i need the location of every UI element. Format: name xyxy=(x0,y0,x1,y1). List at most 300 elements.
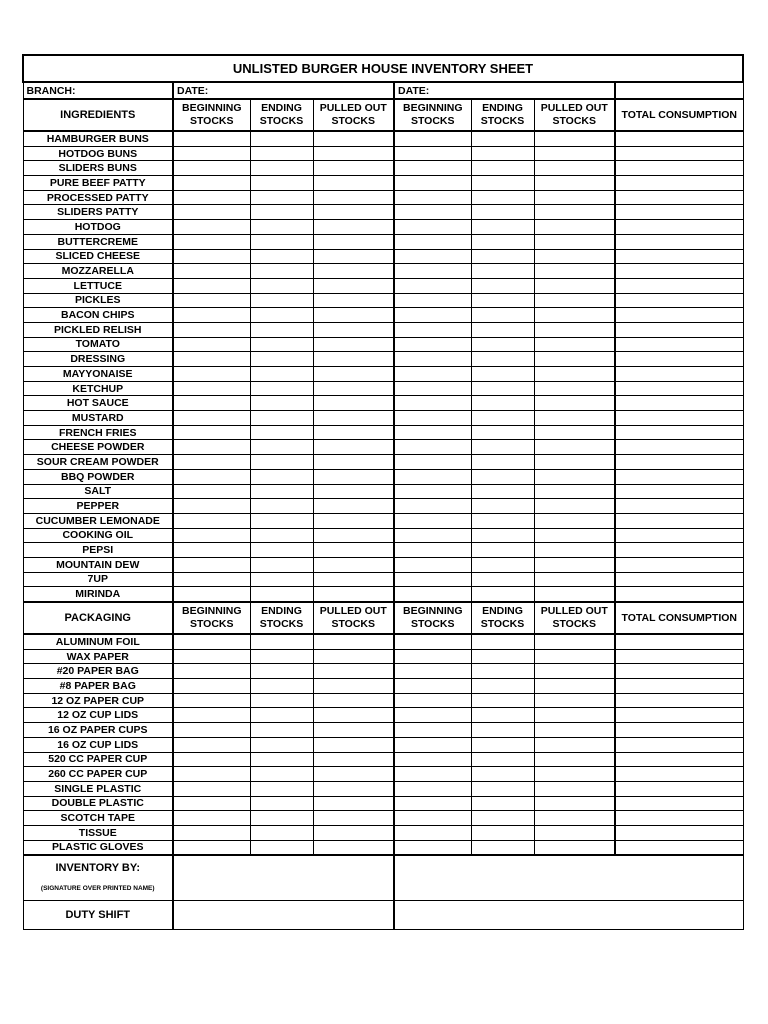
col-pulled-out-stocks-2-cell[interactable] xyxy=(534,293,615,308)
col-pulled-out-stocks-cell[interactable] xyxy=(313,587,394,602)
col-ending-stocks-2-cell[interactable] xyxy=(471,411,534,426)
date-field-1[interactable]: DATE: xyxy=(173,82,394,99)
col-pulled-out-stocks-cell[interactable] xyxy=(313,278,394,293)
col-beginning-stocks-cell[interactable] xyxy=(173,528,250,543)
col-total-consumption-cell[interactable] xyxy=(615,664,743,679)
col-pulled-out-stocks-cell[interactable] xyxy=(313,425,394,440)
col-pulled-out-stocks-cell[interactable] xyxy=(313,411,394,426)
col-beginning-stocks-2-cell[interactable] xyxy=(394,161,471,176)
col-beginning-stocks-2-cell[interactable] xyxy=(394,411,471,426)
col-pulled-out-stocks-2-cell[interactable] xyxy=(534,752,615,767)
col-ending-stocks-2-cell[interactable] xyxy=(471,752,534,767)
col-ending-stocks-cell[interactable] xyxy=(250,767,313,782)
col-ending-stocks-2-cell[interactable] xyxy=(471,572,534,587)
col-total-consumption-cell[interactable] xyxy=(615,367,743,382)
duty-shift-field-2[interactable] xyxy=(394,901,743,930)
col-pulled-out-stocks-cell[interactable] xyxy=(313,693,394,708)
col-beginning-stocks-cell[interactable] xyxy=(173,264,250,279)
col-pulled-out-stocks-2-cell[interactable] xyxy=(534,634,615,649)
col-pulled-out-stocks-2-cell[interactable] xyxy=(534,322,615,337)
col-ending-stocks-cell[interactable] xyxy=(250,367,313,382)
col-pulled-out-stocks-cell[interactable] xyxy=(313,396,394,411)
col-ending-stocks-cell[interactable] xyxy=(250,543,313,558)
col-beginning-stocks-cell[interactable] xyxy=(173,752,250,767)
col-beginning-stocks-cell[interactable] xyxy=(173,840,250,855)
col-ending-stocks-2-cell[interactable] xyxy=(471,425,534,440)
col-pulled-out-stocks-cell[interactable] xyxy=(313,664,394,679)
col-beginning-stocks-cell[interactable] xyxy=(173,411,250,426)
col-pulled-out-stocks-2-cell[interactable] xyxy=(534,220,615,235)
col-beginning-stocks-cell[interactable] xyxy=(173,176,250,191)
col-beginning-stocks-2-cell[interactable] xyxy=(394,723,471,738)
col-ending-stocks-cell[interactable] xyxy=(250,411,313,426)
col-pulled-out-stocks-2-cell[interactable] xyxy=(534,796,615,811)
col-beginning-stocks-2-cell[interactable] xyxy=(394,469,471,484)
col-pulled-out-stocks-2-cell[interactable] xyxy=(534,146,615,161)
col-pulled-out-stocks-cell[interactable] xyxy=(313,455,394,470)
col-beginning-stocks-2-cell[interactable] xyxy=(394,396,471,411)
col-pulled-out-stocks-2-cell[interactable] xyxy=(534,572,615,587)
col-pulled-out-stocks-cell[interactable] xyxy=(313,469,394,484)
col-pulled-out-stocks-cell[interactable] xyxy=(313,737,394,752)
col-beginning-stocks-cell[interactable] xyxy=(173,708,250,723)
col-ending-stocks-cell[interactable] xyxy=(250,587,313,602)
col-ending-stocks-2-cell[interactable] xyxy=(471,322,534,337)
col-ending-stocks-cell[interactable] xyxy=(250,131,313,146)
col-total-consumption-cell[interactable] xyxy=(615,572,743,587)
col-beginning-stocks-2-cell[interactable] xyxy=(394,352,471,367)
col-beginning-stocks-cell[interactable] xyxy=(173,131,250,146)
col-beginning-stocks-2-cell[interactable] xyxy=(394,176,471,191)
col-beginning-stocks-cell[interactable] xyxy=(173,572,250,587)
col-total-consumption-cell[interactable] xyxy=(615,322,743,337)
col-total-consumption-cell[interactable] xyxy=(615,587,743,602)
col-ending-stocks-2-cell[interactable] xyxy=(471,767,534,782)
col-total-consumption-cell[interactable] xyxy=(615,381,743,396)
col-total-consumption-cell[interactable] xyxy=(615,440,743,455)
col-total-consumption-cell[interactable] xyxy=(615,840,743,855)
col-ending-stocks-2-cell[interactable] xyxy=(471,679,534,694)
col-pulled-out-stocks-cell[interactable] xyxy=(313,781,394,796)
col-ending-stocks-2-cell[interactable] xyxy=(471,634,534,649)
col-total-consumption-cell[interactable] xyxy=(615,499,743,514)
col-beginning-stocks-2-cell[interactable] xyxy=(394,796,471,811)
col-pulled-out-stocks-cell[interactable] xyxy=(313,367,394,382)
col-pulled-out-stocks-cell[interactable] xyxy=(313,440,394,455)
col-ending-stocks-cell[interactable] xyxy=(250,440,313,455)
col-beginning-stocks-2-cell[interactable] xyxy=(394,543,471,558)
col-ending-stocks-2-cell[interactable] xyxy=(471,249,534,264)
col-pulled-out-stocks-2-cell[interactable] xyxy=(534,161,615,176)
col-pulled-out-stocks-cell[interactable] xyxy=(313,528,394,543)
col-pulled-out-stocks-cell[interactable] xyxy=(313,825,394,840)
col-total-consumption-cell[interactable] xyxy=(615,484,743,499)
col-ending-stocks-cell[interactable] xyxy=(250,161,313,176)
col-beginning-stocks-2-cell[interactable] xyxy=(394,440,471,455)
col-ending-stocks-2-cell[interactable] xyxy=(471,308,534,323)
col-ending-stocks-cell[interactable] xyxy=(250,352,313,367)
col-ending-stocks-2-cell[interactable] xyxy=(471,557,534,572)
col-total-consumption-cell[interactable] xyxy=(615,249,743,264)
col-beginning-stocks-2-cell[interactable] xyxy=(394,425,471,440)
col-ending-stocks-2-cell[interactable] xyxy=(471,278,534,293)
col-beginning-stocks-2-cell[interactable] xyxy=(394,572,471,587)
col-ending-stocks-2-cell[interactable] xyxy=(471,352,534,367)
col-pulled-out-stocks-2-cell[interactable] xyxy=(534,425,615,440)
col-pulled-out-stocks-cell[interactable] xyxy=(313,767,394,782)
col-beginning-stocks-cell[interactable] xyxy=(173,367,250,382)
col-beginning-stocks-cell[interactable] xyxy=(173,146,250,161)
col-beginning-stocks-cell[interactable] xyxy=(173,249,250,264)
col-pulled-out-stocks-2-cell[interactable] xyxy=(534,767,615,782)
col-pulled-out-stocks-cell[interactable] xyxy=(313,322,394,337)
col-beginning-stocks-cell[interactable] xyxy=(173,234,250,249)
col-beginning-stocks-cell[interactable] xyxy=(173,737,250,752)
col-beginning-stocks-cell[interactable] xyxy=(173,664,250,679)
col-ending-stocks-cell[interactable] xyxy=(250,557,313,572)
col-pulled-out-stocks-2-cell[interactable] xyxy=(534,664,615,679)
col-ending-stocks-2-cell[interactable] xyxy=(471,708,534,723)
col-pulled-out-stocks-2-cell[interactable] xyxy=(534,455,615,470)
col-ending-stocks-cell[interactable] xyxy=(250,484,313,499)
col-pulled-out-stocks-2-cell[interactable] xyxy=(534,131,615,146)
col-ending-stocks-2-cell[interactable] xyxy=(471,781,534,796)
col-total-consumption-cell[interactable] xyxy=(615,278,743,293)
col-ending-stocks-2-cell[interactable] xyxy=(471,469,534,484)
col-beginning-stocks-cell[interactable] xyxy=(173,693,250,708)
col-pulled-out-stocks-2-cell[interactable] xyxy=(534,381,615,396)
col-pulled-out-stocks-2-cell[interactable] xyxy=(534,679,615,694)
col-total-consumption-cell[interactable] xyxy=(615,220,743,235)
col-ending-stocks-2-cell[interactable] xyxy=(471,723,534,738)
col-total-consumption-cell[interactable] xyxy=(615,752,743,767)
col-ending-stocks-cell[interactable] xyxy=(250,723,313,738)
col-pulled-out-stocks-2-cell[interactable] xyxy=(534,708,615,723)
col-pulled-out-stocks-cell[interactable] xyxy=(313,679,394,694)
col-beginning-stocks-2-cell[interactable] xyxy=(394,293,471,308)
col-beginning-stocks-cell[interactable] xyxy=(173,484,250,499)
col-beginning-stocks-cell[interactable] xyxy=(173,293,250,308)
col-beginning-stocks-2-cell[interactable] xyxy=(394,587,471,602)
col-pulled-out-stocks-2-cell[interactable] xyxy=(534,249,615,264)
col-pulled-out-stocks-2-cell[interactable] xyxy=(534,469,615,484)
col-ending-stocks-2-cell[interactable] xyxy=(471,811,534,826)
col-pulled-out-stocks-cell[interactable] xyxy=(313,176,394,191)
col-beginning-stocks-2-cell[interactable] xyxy=(394,131,471,146)
inventory-by-field-1[interactable] xyxy=(173,855,394,901)
col-beginning-stocks-2-cell[interactable] xyxy=(394,278,471,293)
col-ending-stocks-2-cell[interactable] xyxy=(471,381,534,396)
col-beginning-stocks-2-cell[interactable] xyxy=(394,381,471,396)
col-ending-stocks-2-cell[interactable] xyxy=(471,543,534,558)
col-beginning-stocks-2-cell[interactable] xyxy=(394,205,471,220)
col-total-consumption-cell[interactable] xyxy=(615,455,743,470)
col-pulled-out-stocks-2-cell[interactable] xyxy=(534,205,615,220)
col-total-consumption-cell[interactable] xyxy=(615,396,743,411)
col-pulled-out-stocks-2-cell[interactable] xyxy=(534,308,615,323)
col-pulled-out-stocks-cell[interactable] xyxy=(313,840,394,855)
col-pulled-out-stocks-2-cell[interactable] xyxy=(534,649,615,664)
col-pulled-out-stocks-2-cell[interactable] xyxy=(534,176,615,191)
col-beginning-stocks-cell[interactable] xyxy=(173,543,250,558)
col-beginning-stocks-cell[interactable] xyxy=(173,587,250,602)
col-pulled-out-stocks-2-cell[interactable] xyxy=(534,557,615,572)
col-total-consumption-cell[interactable] xyxy=(615,425,743,440)
col-beginning-stocks-cell[interactable] xyxy=(173,781,250,796)
col-pulled-out-stocks-cell[interactable] xyxy=(313,249,394,264)
col-ending-stocks-2-cell[interactable] xyxy=(471,796,534,811)
col-beginning-stocks-cell[interactable] xyxy=(173,723,250,738)
col-pulled-out-stocks-2-cell[interactable] xyxy=(534,484,615,499)
col-pulled-out-stocks-cell[interactable] xyxy=(313,161,394,176)
col-ending-stocks-cell[interactable] xyxy=(250,234,313,249)
col-pulled-out-stocks-2-cell[interactable] xyxy=(534,587,615,602)
col-beginning-stocks-2-cell[interactable] xyxy=(394,708,471,723)
col-pulled-out-stocks-cell[interactable] xyxy=(313,649,394,664)
col-beginning-stocks-2-cell[interactable] xyxy=(394,190,471,205)
col-pulled-out-stocks-cell[interactable] xyxy=(313,484,394,499)
date-field-extra[interactable] xyxy=(615,82,743,99)
col-beginning-stocks-cell[interactable] xyxy=(173,220,250,235)
col-pulled-out-stocks-2-cell[interactable] xyxy=(534,528,615,543)
col-pulled-out-stocks-cell[interactable] xyxy=(313,308,394,323)
col-ending-stocks-cell[interactable] xyxy=(250,781,313,796)
col-pulled-out-stocks-cell[interactable] xyxy=(313,264,394,279)
col-ending-stocks-cell[interactable] xyxy=(250,396,313,411)
col-ending-stocks-cell[interactable] xyxy=(250,425,313,440)
col-total-consumption-cell[interactable] xyxy=(615,293,743,308)
col-total-consumption-cell[interactable] xyxy=(615,161,743,176)
col-beginning-stocks-2-cell[interactable] xyxy=(394,499,471,514)
col-pulled-out-stocks-cell[interactable] xyxy=(313,752,394,767)
col-ending-stocks-2-cell[interactable] xyxy=(471,146,534,161)
col-pulled-out-stocks-2-cell[interactable] xyxy=(534,411,615,426)
col-ending-stocks-2-cell[interactable] xyxy=(471,264,534,279)
col-ending-stocks-cell[interactable] xyxy=(250,469,313,484)
col-beginning-stocks-cell[interactable] xyxy=(173,499,250,514)
col-beginning-stocks-cell[interactable] xyxy=(173,190,250,205)
col-total-consumption-cell[interactable] xyxy=(615,352,743,367)
col-pulled-out-stocks-cell[interactable] xyxy=(313,352,394,367)
col-pulled-out-stocks-cell[interactable] xyxy=(313,381,394,396)
col-beginning-stocks-2-cell[interactable] xyxy=(394,367,471,382)
col-total-consumption-cell[interactable] xyxy=(615,131,743,146)
col-beginning-stocks-2-cell[interactable] xyxy=(394,322,471,337)
col-ending-stocks-cell[interactable] xyxy=(250,176,313,191)
col-total-consumption-cell[interactable] xyxy=(615,513,743,528)
col-ending-stocks-2-cell[interactable] xyxy=(471,396,534,411)
col-ending-stocks-cell[interactable] xyxy=(250,513,313,528)
col-ending-stocks-2-cell[interactable] xyxy=(471,367,534,382)
col-total-consumption-cell[interactable] xyxy=(615,234,743,249)
col-ending-stocks-cell[interactable] xyxy=(250,796,313,811)
col-beginning-stocks-cell[interactable] xyxy=(173,679,250,694)
col-pulled-out-stocks-cell[interactable] xyxy=(313,634,394,649)
col-pulled-out-stocks-cell[interactable] xyxy=(313,499,394,514)
col-ending-stocks-cell[interactable] xyxy=(250,737,313,752)
col-ending-stocks-2-cell[interactable] xyxy=(471,693,534,708)
col-ending-stocks-cell[interactable] xyxy=(250,455,313,470)
col-ending-stocks-2-cell[interactable] xyxy=(471,337,534,352)
col-beginning-stocks-cell[interactable] xyxy=(173,396,250,411)
col-ending-stocks-2-cell[interactable] xyxy=(471,513,534,528)
col-ending-stocks-cell[interactable] xyxy=(250,499,313,514)
col-beginning-stocks-2-cell[interactable] xyxy=(394,811,471,826)
col-beginning-stocks-cell[interactable] xyxy=(173,161,250,176)
col-pulled-out-stocks-cell[interactable] xyxy=(313,796,394,811)
col-pulled-out-stocks-2-cell[interactable] xyxy=(534,234,615,249)
col-total-consumption-cell[interactable] xyxy=(615,557,743,572)
col-total-consumption-cell[interactable] xyxy=(615,825,743,840)
col-total-consumption-cell[interactable] xyxy=(615,176,743,191)
col-ending-stocks-cell[interactable] xyxy=(250,840,313,855)
col-ending-stocks-cell[interactable] xyxy=(250,811,313,826)
col-ending-stocks-2-cell[interactable] xyxy=(471,205,534,220)
col-total-consumption-cell[interactable] xyxy=(615,337,743,352)
col-pulled-out-stocks-cell[interactable] xyxy=(313,190,394,205)
col-ending-stocks-cell[interactable] xyxy=(250,664,313,679)
col-beginning-stocks-2-cell[interactable] xyxy=(394,664,471,679)
col-beginning-stocks-2-cell[interactable] xyxy=(394,513,471,528)
col-ending-stocks-cell[interactable] xyxy=(250,249,313,264)
col-ending-stocks-cell[interactable] xyxy=(250,572,313,587)
col-ending-stocks-2-cell[interactable] xyxy=(471,176,534,191)
col-pulled-out-stocks-2-cell[interactable] xyxy=(534,352,615,367)
col-ending-stocks-cell[interactable] xyxy=(250,693,313,708)
col-ending-stocks-2-cell[interactable] xyxy=(471,664,534,679)
col-pulled-out-stocks-cell[interactable] xyxy=(313,557,394,572)
col-pulled-out-stocks-cell[interactable] xyxy=(313,220,394,235)
col-pulled-out-stocks-2-cell[interactable] xyxy=(534,737,615,752)
col-pulled-out-stocks-2-cell[interactable] xyxy=(534,723,615,738)
col-ending-stocks-cell[interactable] xyxy=(250,752,313,767)
col-pulled-out-stocks-2-cell[interactable] xyxy=(534,825,615,840)
col-beginning-stocks-2-cell[interactable] xyxy=(394,308,471,323)
col-pulled-out-stocks-cell[interactable] xyxy=(313,708,394,723)
col-ending-stocks-2-cell[interactable] xyxy=(471,737,534,752)
col-ending-stocks-cell[interactable] xyxy=(250,708,313,723)
col-beginning-stocks-2-cell[interactable] xyxy=(394,220,471,235)
col-ending-stocks-2-cell[interactable] xyxy=(471,587,534,602)
col-pulled-out-stocks-cell[interactable] xyxy=(313,146,394,161)
col-total-consumption-cell[interactable] xyxy=(615,811,743,826)
col-beginning-stocks-2-cell[interactable] xyxy=(394,649,471,664)
col-total-consumption-cell[interactable] xyxy=(615,781,743,796)
col-ending-stocks-cell[interactable] xyxy=(250,146,313,161)
col-pulled-out-stocks-cell[interactable] xyxy=(313,234,394,249)
col-beginning-stocks-2-cell[interactable] xyxy=(394,781,471,796)
col-total-consumption-cell[interactable] xyxy=(615,679,743,694)
col-pulled-out-stocks-2-cell[interactable] xyxy=(534,367,615,382)
col-pulled-out-stocks-cell[interactable] xyxy=(313,337,394,352)
col-total-consumption-cell[interactable] xyxy=(615,737,743,752)
col-beginning-stocks-2-cell[interactable] xyxy=(394,752,471,767)
col-pulled-out-stocks-2-cell[interactable] xyxy=(534,396,615,411)
col-beginning-stocks-cell[interactable] xyxy=(173,455,250,470)
col-beginning-stocks-cell[interactable] xyxy=(173,557,250,572)
col-ending-stocks-cell[interactable] xyxy=(250,190,313,205)
col-ending-stocks-2-cell[interactable] xyxy=(471,131,534,146)
col-beginning-stocks-cell[interactable] xyxy=(173,322,250,337)
col-beginning-stocks-2-cell[interactable] xyxy=(394,264,471,279)
col-pulled-out-stocks-cell[interactable] xyxy=(313,205,394,220)
col-ending-stocks-2-cell[interactable] xyxy=(471,293,534,308)
col-beginning-stocks-2-cell[interactable] xyxy=(394,337,471,352)
col-pulled-out-stocks-2-cell[interactable] xyxy=(534,513,615,528)
col-pulled-out-stocks-2-cell[interactable] xyxy=(534,781,615,796)
col-pulled-out-stocks-cell[interactable] xyxy=(313,513,394,528)
col-beginning-stocks-cell[interactable] xyxy=(173,337,250,352)
col-ending-stocks-cell[interactable] xyxy=(250,205,313,220)
col-beginning-stocks-2-cell[interactable] xyxy=(394,634,471,649)
col-beginning-stocks-2-cell[interactable] xyxy=(394,693,471,708)
col-beginning-stocks-2-cell[interactable] xyxy=(394,234,471,249)
col-ending-stocks-2-cell[interactable] xyxy=(471,825,534,840)
duty-shift-field-1[interactable] xyxy=(173,901,394,930)
col-pulled-out-stocks-cell[interactable] xyxy=(313,811,394,826)
col-beginning-stocks-2-cell[interactable] xyxy=(394,455,471,470)
col-beginning-stocks-2-cell[interactable] xyxy=(394,557,471,572)
col-ending-stocks-cell[interactable] xyxy=(250,337,313,352)
col-pulled-out-stocks-cell[interactable] xyxy=(313,293,394,308)
col-ending-stocks-cell[interactable] xyxy=(250,825,313,840)
col-ending-stocks-2-cell[interactable] xyxy=(471,649,534,664)
col-beginning-stocks-2-cell[interactable] xyxy=(394,840,471,855)
col-beginning-stocks-cell[interactable] xyxy=(173,425,250,440)
col-ending-stocks-cell[interactable] xyxy=(250,293,313,308)
col-ending-stocks-2-cell[interactable] xyxy=(471,840,534,855)
col-ending-stocks-2-cell[interactable] xyxy=(471,528,534,543)
col-total-consumption-cell[interactable] xyxy=(615,146,743,161)
col-beginning-stocks-cell[interactable] xyxy=(173,381,250,396)
col-beginning-stocks-2-cell[interactable] xyxy=(394,146,471,161)
col-total-consumption-cell[interactable] xyxy=(615,693,743,708)
col-pulled-out-stocks-2-cell[interactable] xyxy=(534,440,615,455)
col-total-consumption-cell[interactable] xyxy=(615,190,743,205)
col-ending-stocks-2-cell[interactable] xyxy=(471,455,534,470)
col-total-consumption-cell[interactable] xyxy=(615,411,743,426)
col-ending-stocks-2-cell[interactable] xyxy=(471,234,534,249)
col-ending-stocks-cell[interactable] xyxy=(250,308,313,323)
col-beginning-stocks-cell[interactable] xyxy=(173,634,250,649)
col-pulled-out-stocks-2-cell[interactable] xyxy=(534,543,615,558)
col-total-consumption-cell[interactable] xyxy=(615,308,743,323)
col-pulled-out-stocks-cell[interactable] xyxy=(313,572,394,587)
col-ending-stocks-2-cell[interactable] xyxy=(471,484,534,499)
col-beginning-stocks-cell[interactable] xyxy=(173,767,250,782)
col-beginning-stocks-2-cell[interactable] xyxy=(394,249,471,264)
col-ending-stocks-cell[interactable] xyxy=(250,220,313,235)
col-beginning-stocks-cell[interactable] xyxy=(173,649,250,664)
col-ending-stocks-cell[interactable] xyxy=(250,278,313,293)
col-pulled-out-stocks-2-cell[interactable] xyxy=(534,499,615,514)
col-beginning-stocks-cell[interactable] xyxy=(173,205,250,220)
col-total-consumption-cell[interactable] xyxy=(615,469,743,484)
col-beginning-stocks-cell[interactable] xyxy=(173,308,250,323)
col-beginning-stocks-cell[interactable] xyxy=(173,811,250,826)
col-total-consumption-cell[interactable] xyxy=(615,723,743,738)
col-total-consumption-cell[interactable] xyxy=(615,767,743,782)
col-beginning-stocks-cell[interactable] xyxy=(173,440,250,455)
col-total-consumption-cell[interactable] xyxy=(615,528,743,543)
col-ending-stocks-2-cell[interactable] xyxy=(471,220,534,235)
col-beginning-stocks-2-cell[interactable] xyxy=(394,679,471,694)
col-ending-stocks-cell[interactable] xyxy=(250,322,313,337)
col-beginning-stocks-cell[interactable] xyxy=(173,278,250,293)
col-pulled-out-stocks-2-cell[interactable] xyxy=(534,278,615,293)
col-ending-stocks-cell[interactable] xyxy=(250,634,313,649)
col-ending-stocks-cell[interactable] xyxy=(250,381,313,396)
